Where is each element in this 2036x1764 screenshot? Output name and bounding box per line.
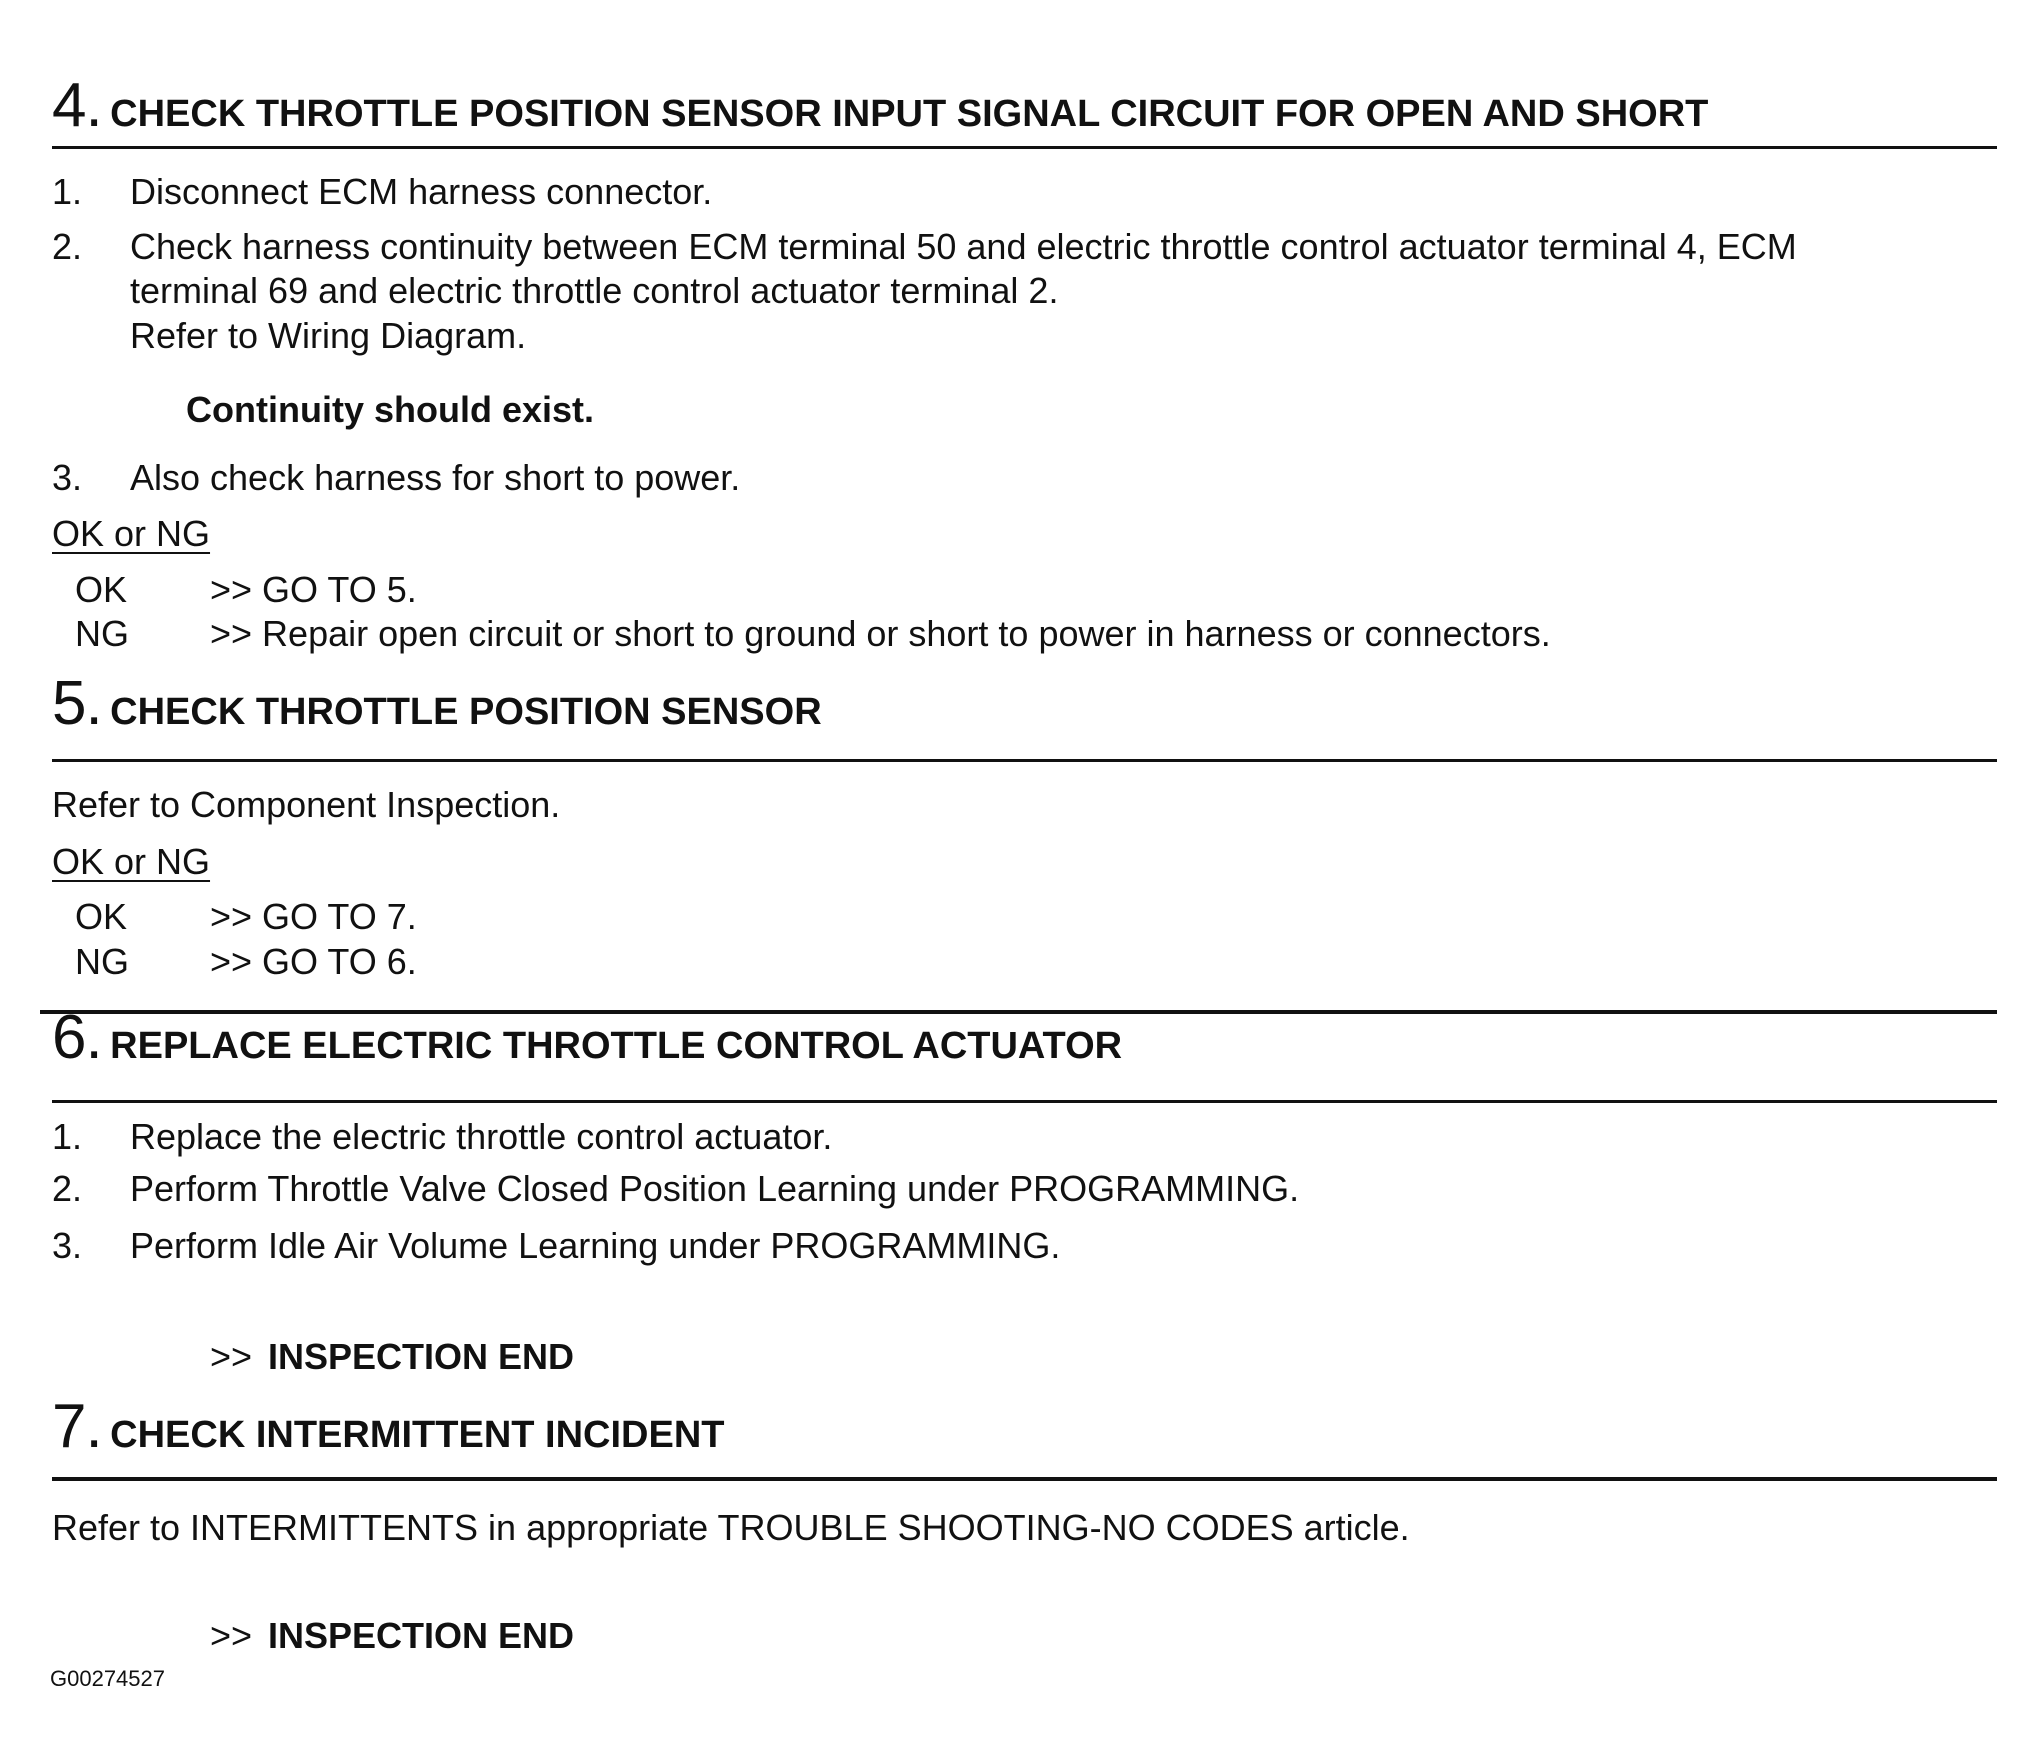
result-label: OK or NG [52, 841, 211, 882]
step-text: Check harness continuity between ECM terminal 50 and electric throttle control actuator terminal 4, ECM [130, 226, 1797, 267]
section-divider [52, 1477, 1997, 1481]
step-text: Perform Throttle Valve Closed Position Learning under PROGRAMMING. [130, 1168, 1300, 1209]
result-action: >> GO TO 7. [210, 896, 417, 937]
result-status-ng: NG [75, 941, 129, 982]
step-text: Disconnect ECM harness connector. [130, 171, 713, 212]
result-status-ng: NG [75, 613, 129, 654]
step-number: 3. [52, 457, 83, 498]
step-number: 3. [52, 1225, 83, 1266]
inspection-end-label: INSPECTION END [268, 1336, 575, 1377]
inspection-end-label: INSPECTION END [268, 1615, 575, 1656]
step-text: Perform Idle Air Volume Learning under PROGRAMMING. [130, 1225, 1061, 1266]
section-title: CHECK INTERMITTENT INCIDENT [110, 1414, 725, 1456]
section-divider [52, 759, 1997, 762]
step-number: 2. [52, 226, 83, 267]
section-title: CHECK THROTTLE POSITION SENSOR INPUT SIGNAL CIRCUIT FOR OPEN AND SHORT [110, 93, 1709, 135]
instruction-text: Refer to INTERMITTENTS in appropriate TROUBLE SHOOTING-NO CODES article. [52, 1507, 1410, 1548]
section-number: 7. [52, 1392, 102, 1461]
result-status-ok: OK [75, 896, 128, 937]
result-status-ok: OK [75, 569, 128, 610]
result-action: >> GO TO 5. [210, 569, 417, 610]
section-divider [52, 146, 1997, 149]
step-text: terminal 69 and electric throttle control actuator terminal 2. [130, 270, 1059, 311]
step-number: 2. [52, 1168, 83, 1209]
section-title: CHECK THROTTLE POSITION SENSOR [110, 691, 822, 733]
result-action: >> Repair open circuit or short to ground or short to power in harness or connectors. [210, 613, 1551, 654]
figure-code: G00274527 [50, 1666, 165, 1691]
step-text: Replace the electric throttle control actuator. [130, 1116, 833, 1157]
step-text: Also check harness for short to power. [130, 457, 741, 498]
step-text: Refer to Wiring Diagram. [130, 315, 527, 356]
result-action: >> GO TO 6. [210, 941, 417, 982]
section-6-heading [52, 1002, 1122, 1073]
section-5-heading [52, 668, 822, 739]
section-number: 4. [52, 71, 102, 140]
section-title: REPLACE ELECTRIC THROTTLE CONTROL ACTUATOR [110, 1025, 1123, 1067]
result-label: OK or NG [52, 513, 211, 554]
spec-text: Continuity should exist. [186, 389, 595, 430]
section-number: 6. [52, 1003, 102, 1072]
section-7-heading [52, 1391, 724, 1462]
end-arrow: >> [210, 1615, 253, 1656]
section-divider [52, 1100, 1997, 1103]
instruction-text: Refer to Component Inspection. [52, 784, 561, 825]
section-4-heading [52, 70, 1708, 141]
step-number: 1. [52, 1116, 83, 1157]
end-arrow: >> [210, 1336, 253, 1377]
section-number: 5. [52, 669, 102, 738]
step-number: 1. [52, 171, 83, 212]
